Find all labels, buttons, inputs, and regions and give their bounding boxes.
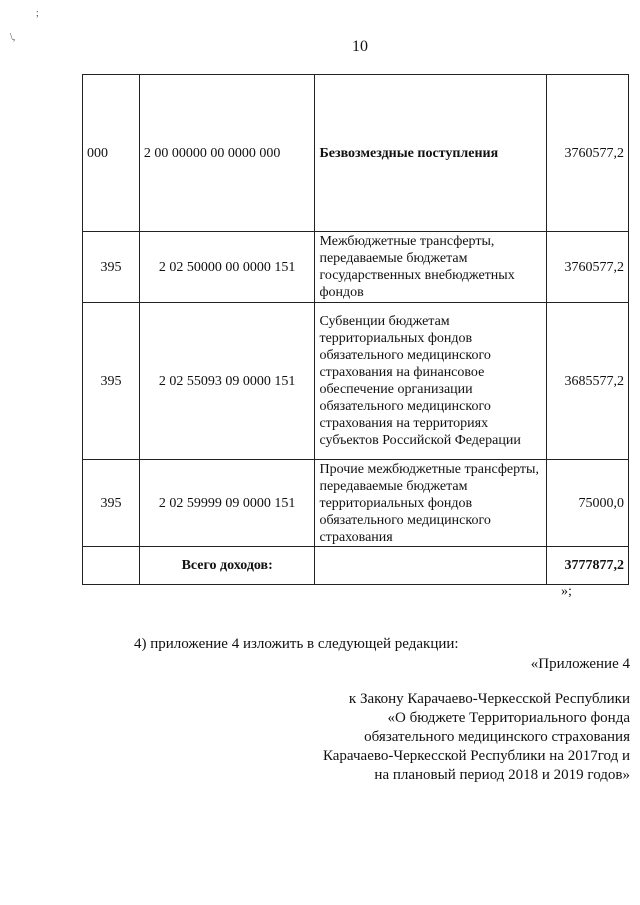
margin-mark: \, bbox=[10, 32, 16, 43]
total-amount: 3777877,2 bbox=[547, 547, 629, 585]
kbk-code-cell: 2 02 50000 00 0000 151 bbox=[139, 232, 315, 303]
table-row bbox=[83, 232, 629, 303]
appendix-title: «Приложение 4 bbox=[530, 656, 630, 672]
admin-code-cell: 395 bbox=[83, 303, 140, 460]
revenue-name-cell: Прочие межбюджетные трансферты, передаваемые бюджетам территориальных фондов обязательного медицинского страхования bbox=[315, 460, 547, 547]
revenue-name-cell: Межбюджетные трансферты, передаваемые бюджетам государственных внебюджетных фондов bbox=[315, 232, 547, 303]
appendix-ref-line: «О бюджете Территориального фонда bbox=[387, 710, 630, 726]
page-number: 10 bbox=[352, 38, 368, 55]
table-row bbox=[83, 460, 629, 547]
empty-cell bbox=[315, 547, 547, 585]
amount-cell: 3760577,2 bbox=[547, 232, 629, 303]
amount-cell: 75000,0 bbox=[547, 460, 629, 547]
amendment-item-4: 4) приложение 4 изложить в следующей редакции: bbox=[134, 636, 459, 652]
revenue-name-cell: Субвенции бюджетам территориальных фондов обязательного медицинского страхования на финансовое обеспечение организации обязательного медицинского страхования на территориях субъектов Российской Федерации bbox=[315, 303, 547, 460]
amount-cell: 3685577,2 bbox=[547, 303, 629, 460]
kbk-code-cell: 2 02 55093 09 0000 151 bbox=[139, 303, 315, 460]
admin-code-cell: 000 bbox=[83, 75, 140, 232]
table-row bbox=[83, 75, 629, 232]
revenue-name-cell: Безвозмездные поступления bbox=[315, 75, 547, 232]
amount-cell: 3760577,2 bbox=[547, 75, 629, 232]
margin-mark: ; bbox=[36, 8, 39, 19]
kbk-code-cell: 2 02 59999 09 0000 151 bbox=[139, 460, 315, 547]
appendix-ref-line: Карачаево-Черкесской Республики на 2017год и bbox=[322, 748, 630, 764]
table-row bbox=[83, 303, 629, 460]
revenue-table bbox=[82, 74, 629, 585]
admin-code-cell: 395 bbox=[83, 232, 140, 303]
appendix-ref-line: на плановый период 2018 и 2019 годов» bbox=[374, 767, 630, 783]
appendix-ref-line: к Закону Карачаево-Черкесской Республики bbox=[348, 691, 630, 707]
total-label: Всего доходов: bbox=[139, 547, 315, 585]
appendix-ref-line: обязательного медицинского страхования bbox=[364, 729, 630, 745]
empty-cell bbox=[83, 547, 140, 585]
admin-code-cell: 395 bbox=[83, 460, 140, 547]
appendix-reference bbox=[210, 690, 630, 785]
closing-quote: »; bbox=[561, 584, 572, 599]
total-row bbox=[83, 547, 629, 585]
kbk-code-cell: 2 00 00000 00 0000 000 bbox=[139, 75, 315, 232]
